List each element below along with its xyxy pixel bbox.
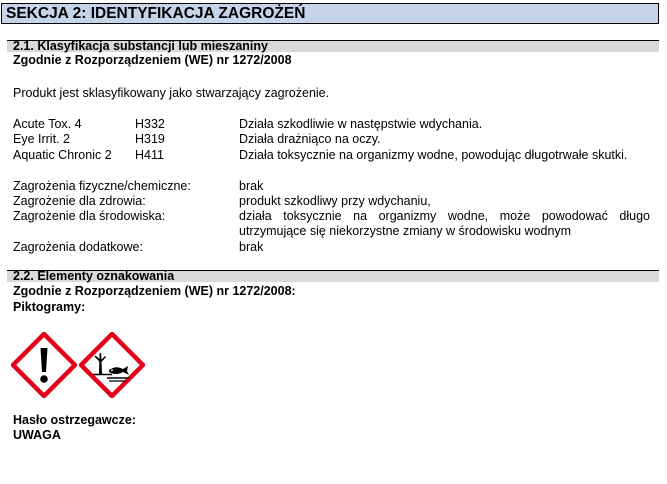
hazard-label: Zagrożenia fizyczne/chemiczne: [13,179,191,193]
hazard-category: Aquatic Chronic 2 [13,148,112,162]
hazard-value: działa toksycznie na organizmy wodne, może powodować długo utrzymujące się niekorzystne zmiany w środowisku wodnym [239,209,650,238]
hazard-value: brak [239,179,264,193]
environment-pictogram-icon [79,332,145,398]
hazard-description: Działa drażniąco na oczy. [239,132,381,146]
hazard-code: H332 [135,117,165,131]
subsection-title-classification: 2.1. Klasyfikacja substancji lub mieszaniny [13,39,268,53]
classification-statement: Produkt jest sklasyfikowany jako stwarzający zagrożenie. [13,86,330,100]
hazard-description: Działa szkodliwie w następstwie wdychania. [239,117,483,131]
pictograms-label: Piktogramy: [13,300,86,314]
labelling-regulation: Zgodnie z Rozporządzeniem (WE) nr 1272/2008: [13,284,296,298]
hazard-label: Zagrożenie dla zdrowia: [13,194,146,208]
hazard-value: brak [239,240,264,254]
hazard-category: Eye Irrit. 2 [13,132,70,146]
section-header-bar [1,3,659,24]
subsection-header-labelling [7,270,659,282]
signal-word-label: Hasło ostrzegawcze: [13,413,136,427]
signal-word: UWAGA [13,428,61,442]
hazard-category: Acute Tox. 4 [13,117,82,131]
hazard-code: H319 [135,132,165,146]
hazard-description: Działa toksycznie na organizmy wodne, powodując długotrwałe skutki. [239,148,628,162]
hazard-label: Zagrożenie dla środowiska: [13,209,166,223]
hazard-code: H411 [135,148,164,162]
hazard-label: Zagrożenia dodatkowe: [13,240,143,254]
hazard-value: produkt szkodliwy przy wdychaniu, [239,194,431,208]
subsection-title-labelling: 2.2. Elementy oznakowania [13,269,175,283]
classification-regulation: Zgodnie z Rozporządzeniem (WE) nr 1272/2008 [13,53,292,67]
section-title: SEKCJA 2: IDENTYFIKACJA ZAGROŻEŃ [6,5,306,22]
exclamation-mark-pictogram-icon [11,332,77,398]
subsection-header-classification [7,40,659,52]
